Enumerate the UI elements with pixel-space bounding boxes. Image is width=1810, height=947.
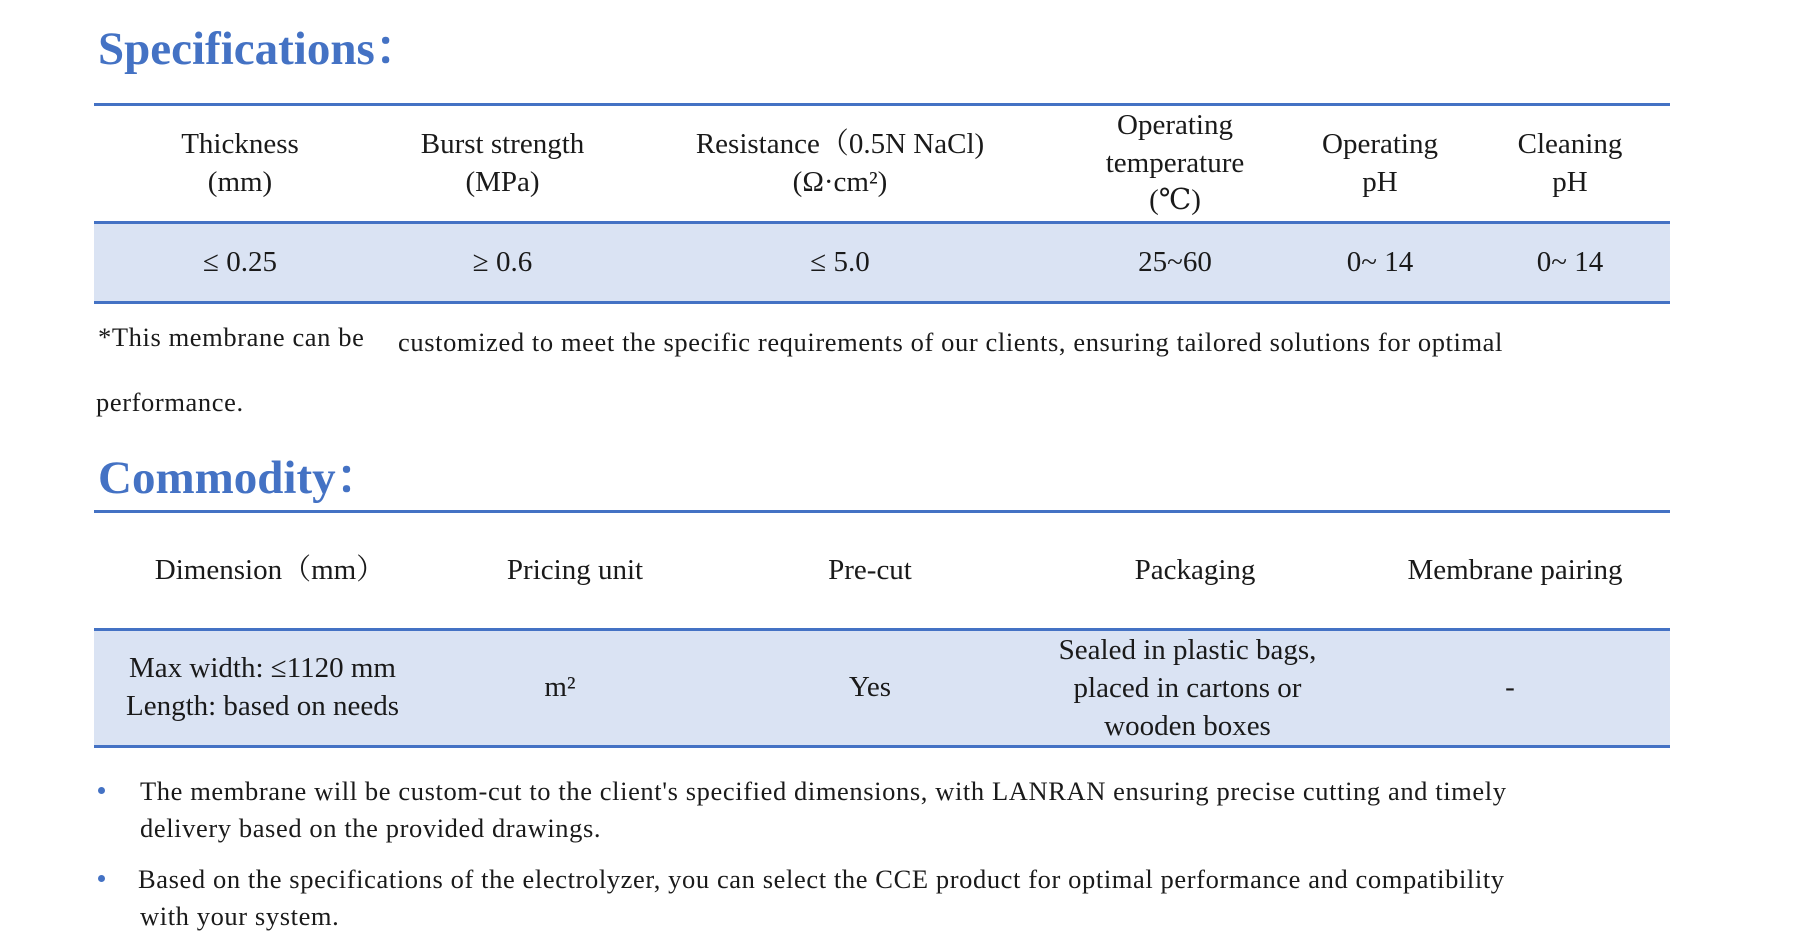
spec-header-thickness: Thickness (mm) [181,127,299,198]
spec-header-operating-ph: Operating pH [1322,127,1438,198]
spec-note-line1-part1: *This membrane can be [98,322,365,352]
spec-value-thickness: ≤ 0.25 [203,245,277,278]
comm-table-bottom-rule [94,745,1670,748]
spec-note-line2: performance. [96,387,244,417]
comm-value-pre-cut: Yes [848,671,892,704]
comm-header-membrane-pairing: Membrane pairing [1407,553,1623,586]
comm-header-packaging: Packaging [1134,553,1256,586]
spec-value-burst-strength: ≥ 0.6 [472,245,533,278]
comm-value-dimension: Max width: ≤1120 mm Length: based on needs [125,652,399,722]
bullet-icon [98,787,105,794]
spec-value-operating-ph: 0~ 14 [1346,245,1414,278]
spec-value-resistance: ≤ 5.0 [810,245,870,278]
bullet-icon [98,875,105,882]
bullet-line: The membrane will be custom-cut to the client's specified dimensions, with LANRAN ensuring precise cutting and timely [140,776,1507,806]
comm-header-pricing-unit: Pricing unit [506,553,644,586]
comm-value-membrane-pairing: - [1505,671,1515,704]
spec-header-operating-temperature: Operating temperature (℃) [1105,108,1245,217]
spec-header-cleaning-ph: Cleaning pH [1517,127,1623,198]
bullet-line: with your system. [140,901,340,931]
list-item [98,861,1678,935]
list-item [98,773,1678,847]
comm-value-packaging: Sealed in plastic bags, placed in cartons or wooden boxes [1058,633,1317,743]
spec-header-burst-strength: Burst strength (MPa) [420,127,585,198]
spec-value-cleaning-ph: 0~ 14 [1536,245,1604,278]
commodity-heading: Commodity： [98,452,383,504]
spec-value-operating-temperature: 25~60 [1138,245,1212,278]
comm-header-pre-cut: Pre-cut [828,553,912,586]
bullet-line: delivery based on the provided drawings. [140,813,602,843]
specifications-heading: Specifications： [98,23,422,75]
spec-header-resistance: Resistance（0.5N NaCl) (Ω·cm²) [695,127,985,198]
spec-note-line1-part2: customized to meet the specific requirements of our clients, ensuring tailored solutions for optimal [398,327,1504,357]
spec-table-bottom-rule [94,301,1670,304]
comm-header-dimension: Dimension（mm） [154,553,386,586]
comm-value-pricing-unit: m² [544,671,576,704]
bullet-line: Based on the specifications of the electrolyzer, you can select the CCE product for optimal performance and compatibility [138,864,1505,894]
